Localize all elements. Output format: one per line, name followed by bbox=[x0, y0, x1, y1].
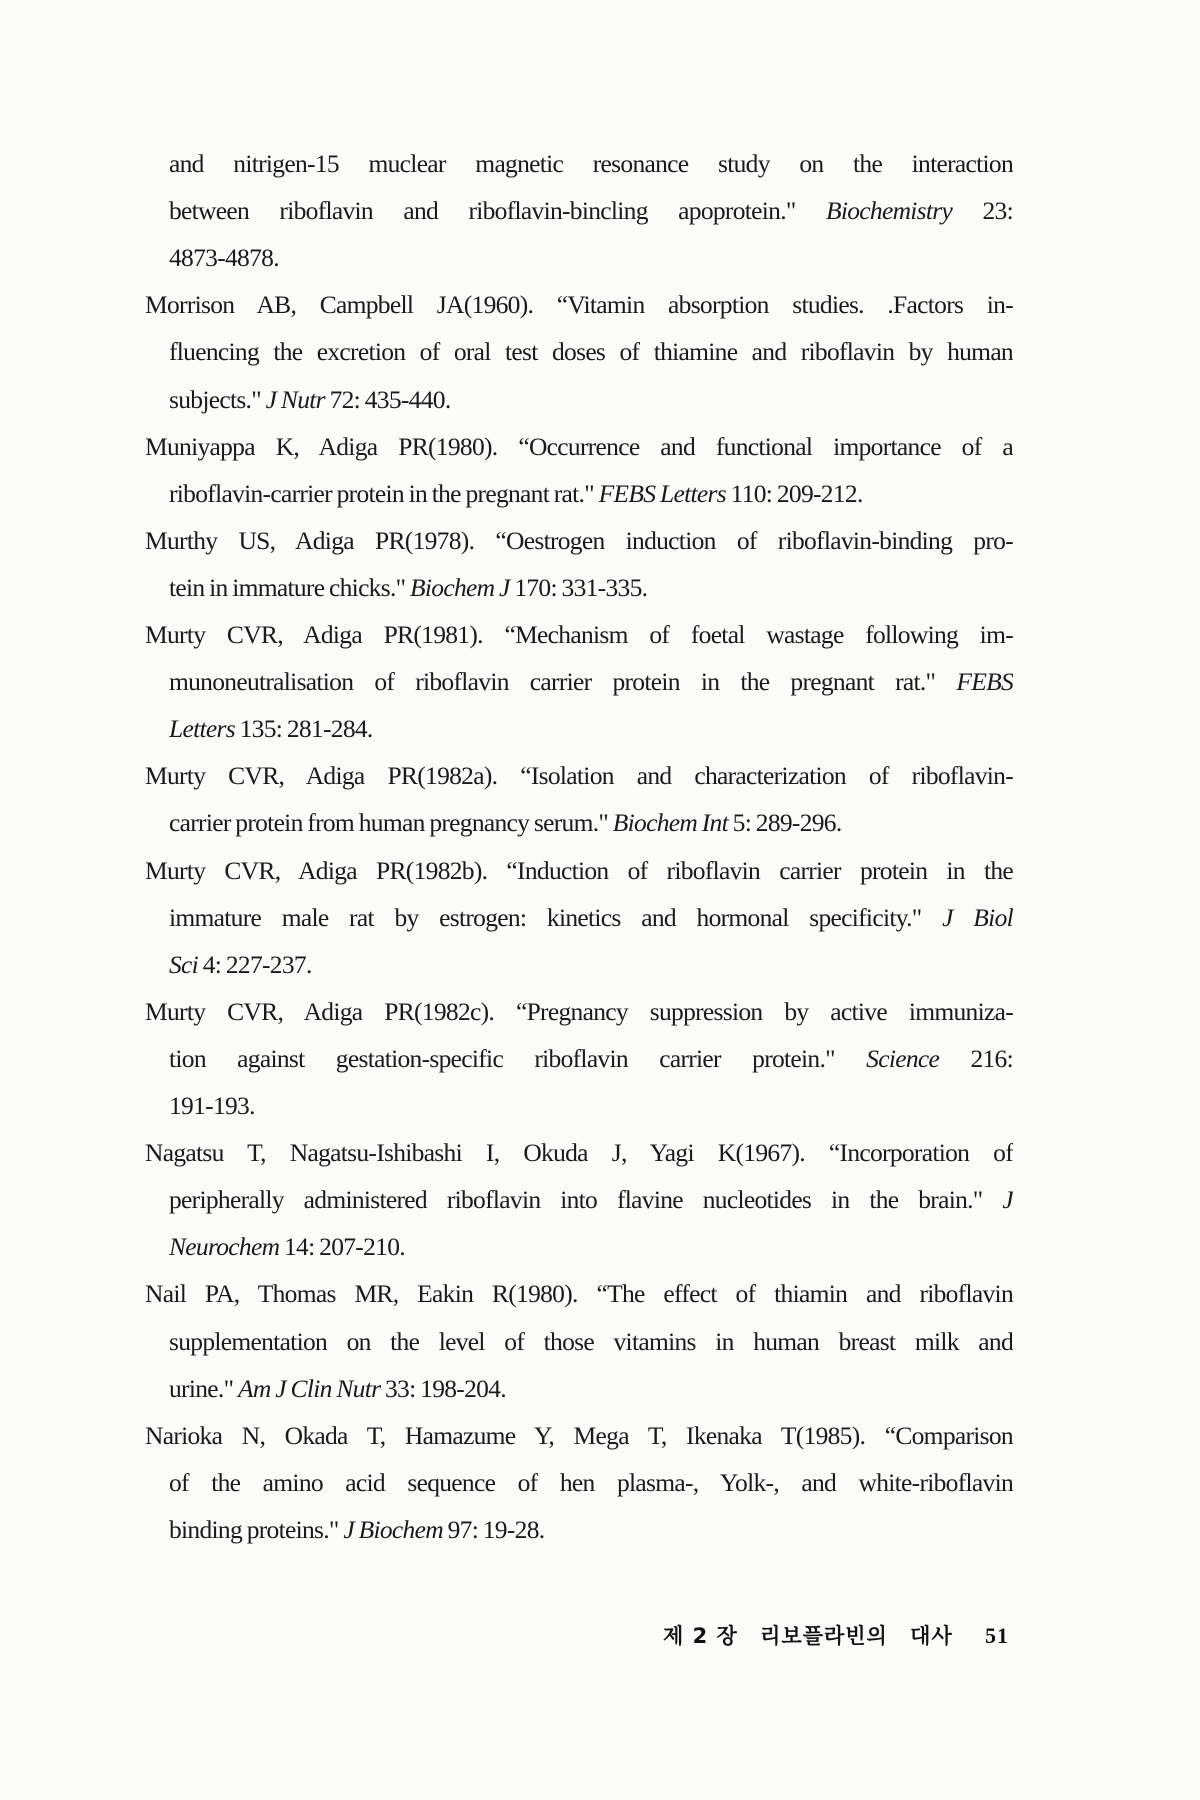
reference-text: between riboflavin and riboflavin-bincling apoprotein." bbox=[169, 196, 826, 226]
reference-text: and nitrigen-15 muclear magnetic resonance study on the interaction bbox=[169, 149, 1013, 178]
reference-text: Narioka N, Okada T, Hamazume Y, Mega T, Ikenaka T(1985). “Comparison bbox=[145, 1420, 1013, 1450]
reference-line bbox=[169, 799, 1013, 846]
reference-text: 110: 209-212. bbox=[725, 478, 863, 508]
page-number: 51 bbox=[985, 1623, 1010, 1648]
journal-name: Neurochem bbox=[169, 1232, 280, 1262]
reference-text: 14: 207-210. bbox=[279, 1232, 405, 1262]
reference-text: Muniyappa K, Adiga PR(1980). “Occurrence and functional importance of a bbox=[145, 431, 1013, 461]
reference-text: 170: 331-335. bbox=[509, 572, 648, 602]
reference-text: 4873-4878. bbox=[169, 243, 279, 273]
reference-line bbox=[145, 611, 1013, 658]
reference-line bbox=[145, 1270, 1013, 1317]
reference-line bbox=[169, 376, 1013, 423]
reference-text: Murty CVR, Adiga PR(1982b). “Induction of riboflavin carrier protein in the bbox=[145, 855, 1013, 885]
running-footer bbox=[663, 1620, 1023, 1650]
journal-name: J Biochem bbox=[343, 1514, 443, 1544]
reference-line bbox=[169, 1318, 1013, 1365]
reference-line bbox=[169, 894, 1013, 941]
journal-name: Sci bbox=[169, 949, 199, 979]
reference-text: Murty CVR, Adiga PR(1981). “Mechanism of foetal wastage following im- bbox=[145, 620, 1013, 649]
reference-text: carrier protein from human pregnancy serum." bbox=[169, 808, 613, 838]
reference-line bbox=[169, 1223, 1013, 1270]
journal-name: Science bbox=[866, 1043, 940, 1073]
reference-text: Nail PA, Thomas MR, Eakin R(1980). “The effect of thiamin and riboflavin bbox=[145, 1279, 1013, 1309]
reference-line bbox=[169, 234, 1013, 281]
reference-line bbox=[169, 1035, 1013, 1082]
reference-text: of the amino acid sequence of hen plasma-, Yolk-, and white-riboflavin bbox=[169, 1467, 1013, 1497]
reference-text: munoneutralisation of riboflavin carrier protein in the pregnant rat." bbox=[169, 667, 957, 697]
journal-name: Biochem Int bbox=[612, 808, 728, 838]
reference-line bbox=[169, 187, 1013, 234]
reference-text: Murthy US, Adiga PR(1978). “Oestrogen induction of riboflavin-binding pro- bbox=[145, 525, 1013, 555]
reference-line bbox=[169, 705, 1013, 752]
reference-line bbox=[145, 517, 1013, 564]
reference-text: fluencing the excretion of oral test doses of thiamine and riboflavin by human bbox=[169, 337, 1013, 367]
reference-text: 4: 227-237. bbox=[198, 949, 312, 979]
journal-name: Letters bbox=[169, 714, 235, 744]
reference-text: 97: 19-28. bbox=[442, 1514, 545, 1544]
journal-name: Biochem J bbox=[410, 572, 510, 602]
journal-name: Am J Clin Nutr bbox=[237, 1373, 381, 1403]
journal-name: FEBS bbox=[956, 667, 1013, 697]
journal-name: J bbox=[1002, 1185, 1013, 1215]
reference-line bbox=[169, 658, 1013, 705]
reference-line bbox=[169, 470, 1013, 517]
reference-text: 72: 435-440. bbox=[324, 384, 451, 414]
reference-line bbox=[169, 140, 1013, 187]
journal-name: J Nutr bbox=[265, 384, 325, 414]
reference-line bbox=[169, 328, 1013, 375]
chapter-label: 제 2 장 bbox=[663, 1624, 738, 1648]
journal-name: Biochemistry bbox=[825, 196, 953, 226]
reference-line bbox=[145, 752, 1013, 799]
reference-line bbox=[169, 941, 1013, 988]
reference-text: urine." bbox=[169, 1373, 238, 1403]
reference-text: 33: 198-204. bbox=[380, 1373, 506, 1403]
reference-text: 23: bbox=[952, 196, 1013, 226]
reference-text: 216: bbox=[939, 1043, 1013, 1073]
journal-name: FEBS Letters bbox=[598, 478, 726, 508]
reference-text: tein in immature chicks." bbox=[169, 572, 411, 602]
reference-text: riboflavin-carrier protein in the pregnant rat." bbox=[169, 478, 599, 508]
reference-line bbox=[169, 1176, 1013, 1223]
reference-line bbox=[145, 1412, 1013, 1459]
reference-text: 5: 289-296. bbox=[727, 808, 842, 838]
reference-text: 191-193. bbox=[169, 1091, 255, 1120]
reference-text: supplementation on the level of those vitamins in human breast milk and bbox=[169, 1326, 1013, 1356]
reference-line bbox=[169, 1459, 1013, 1506]
reference-text: subjects." bbox=[169, 384, 266, 414]
chapter-title: 리보플라빈의 bbox=[760, 1624, 888, 1648]
reference-text: binding proteins." bbox=[169, 1514, 344, 1544]
journal-name: J Biol bbox=[942, 902, 1013, 932]
reference-line bbox=[145, 423, 1013, 470]
reference-line bbox=[145, 281, 1013, 328]
reference-line bbox=[169, 1506, 1013, 1553]
reference-line bbox=[169, 1365, 1013, 1412]
reference-text: Murty CVR, Adiga PR(1982c). “Pregnancy suppression by active immuniza- bbox=[145, 996, 1013, 1026]
chapter-subtitle: 대사 bbox=[910, 1624, 953, 1648]
reference-line bbox=[145, 988, 1013, 1035]
reference-text: Morrison AB, Campbell JA(1960). “Vitamin absorption studies. .Factors in- bbox=[145, 290, 1013, 320]
reference-line bbox=[169, 564, 1013, 611]
reference-text: immature male rat by estrogen: kinetics and hormonal specificity." bbox=[169, 902, 943, 932]
reference-line bbox=[145, 1129, 1013, 1176]
reference-text: tion against gestation-specific riboflavin carrier protein." bbox=[169, 1043, 867, 1073]
reference-text: 135: 281-284. bbox=[234, 714, 373, 744]
reference-text: peripherally administered riboflavin into flavine nucleotides in the brain." bbox=[169, 1185, 1003, 1215]
reference-text: Murty CVR, Adiga PR(1982a). “Isolation and characterization of riboflavin- bbox=[145, 761, 1013, 791]
reference-line bbox=[169, 1082, 1013, 1129]
reference-line bbox=[145, 847, 1013, 894]
reference-text: Nagatsu T, Nagatsu-Ishibashi I, Okuda J, Yagi K(1967). “Incorporation of bbox=[145, 1138, 1013, 1168]
